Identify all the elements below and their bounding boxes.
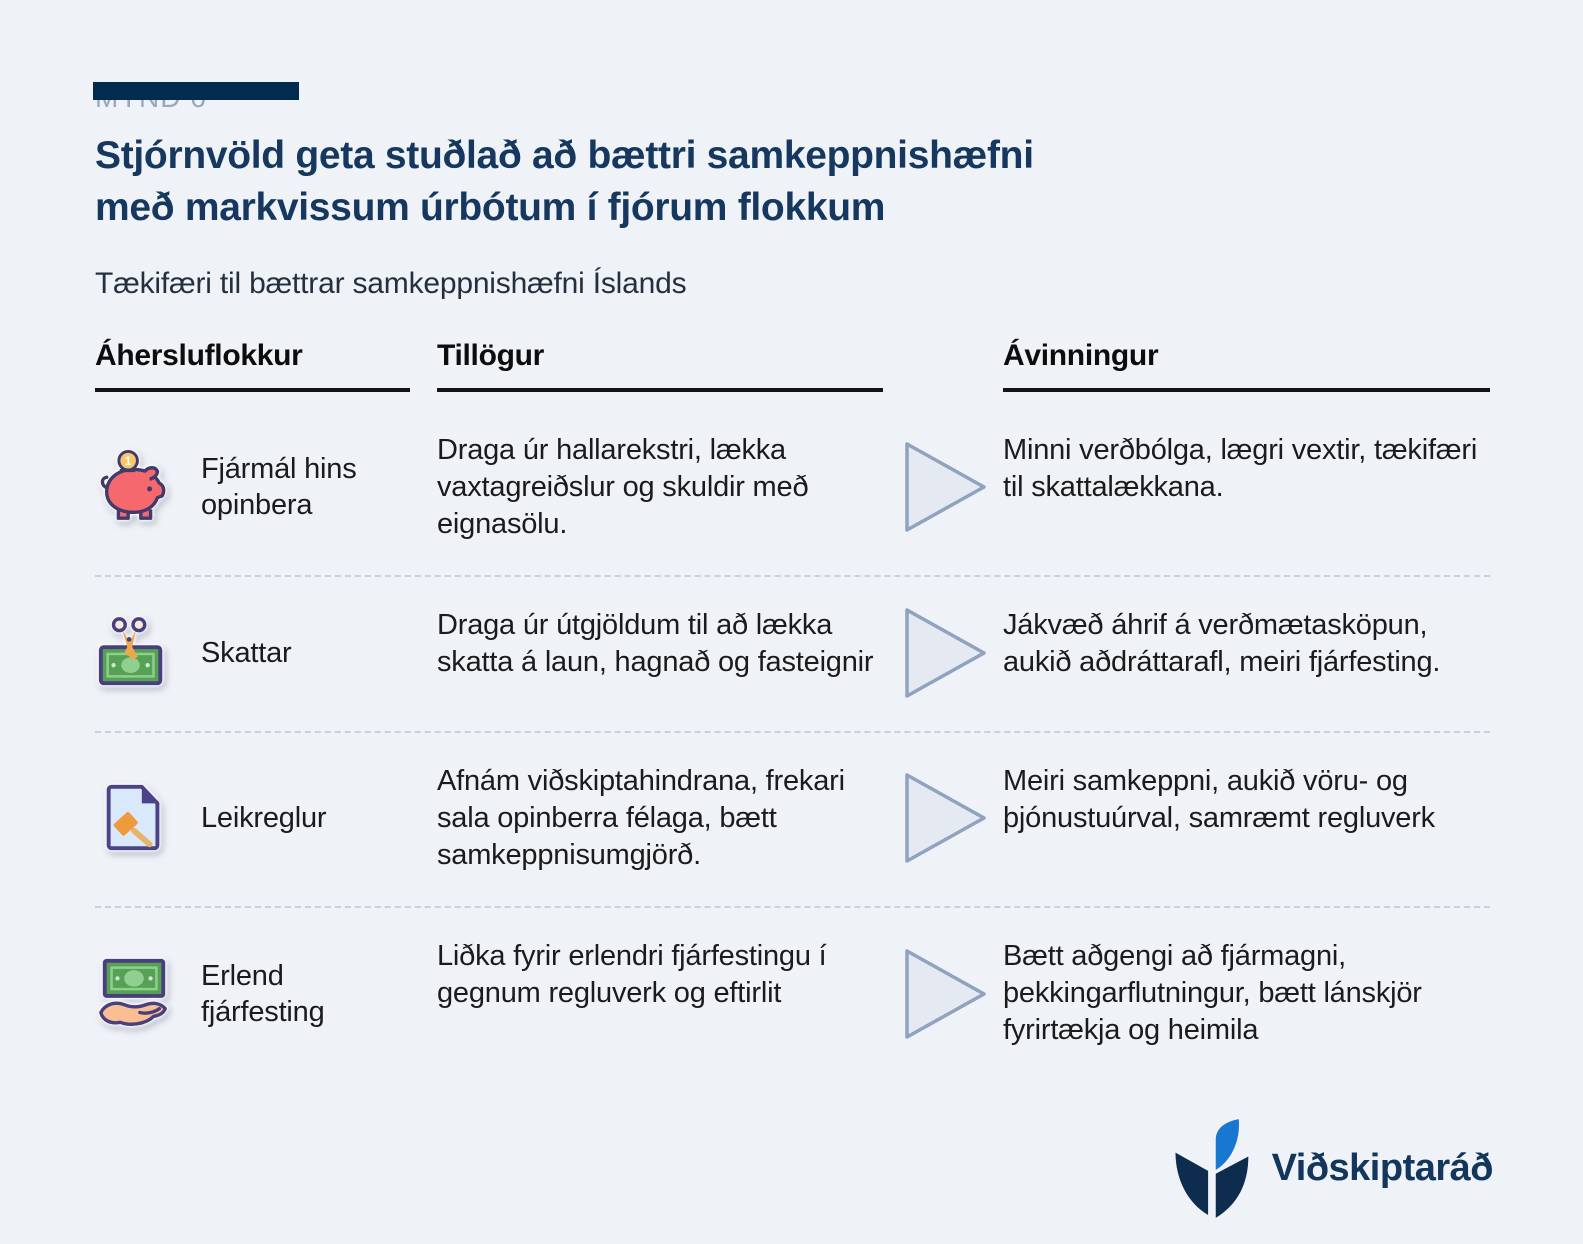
table-row	[95, 733, 1490, 908]
proposal-cell: Afnám viðskiptahindrana, frekari sala opinberra félaga, bætt samkeppnisumgjörð.	[437, 764, 845, 872]
main-content	[0, 82, 1583, 1081]
column-header-proposals: Tillögur	[437, 339, 883, 392]
proposal-cell: Liðka fyrir erlendri fjárfestingu í gegnum regluverk og eftirlit	[437, 940, 827, 1010]
benefit-cell: Bætt aðgengi að fjármagni, þekkingarflutningur, bætt lánskjör fyrirtækja og heimila	[1003, 940, 1422, 1047]
figure-label	[95, 82, 1490, 114]
category-cell	[95, 614, 410, 692]
proposal-cell: Draga úr hallarekstri, lækka vaxtagreiðslur og skuldir með eignasölu.	[437, 433, 809, 540]
category-cell	[95, 779, 410, 857]
top-accent-bar	[93, 82, 299, 100]
column-header-category: Áhersluflokkur	[95, 339, 410, 392]
document-gavel-icon	[95, 779, 173, 857]
brand-name: Viðskiptaráð	[1271, 1146, 1493, 1189]
piggy-bank-icon	[95, 448, 173, 526]
arrow-icon	[883, 948, 1003, 1040]
money-hand-icon	[95, 955, 173, 1033]
category-label: Leikreglur	[201, 802, 327, 835]
arrow-icon	[883, 607, 1003, 699]
scissors-money-icon	[95, 614, 173, 692]
category-label: Fjármál hins opinbera	[201, 452, 357, 522]
table-header-row	[95, 339, 1490, 392]
table-row	[95, 577, 1490, 733]
arrow-icon	[883, 441, 1003, 533]
page-title-line1: Stjórnvöld geta stuðlað að bættri samkeppnishæfni	[95, 134, 1034, 177]
category-label: Skattar	[201, 636, 292, 669]
brand-footer	[1164, 1117, 1493, 1219]
arrow-icon	[883, 772, 1003, 864]
benefit-cell: Jákvæð áhrif á verðmætasköpun, aukið aðdráttarafl, meiri fjárfesting.	[1003, 608, 1441, 678]
benefit-cell: Minni verðbólga, lægri vextir, tækifæri til skattalækkana.	[1003, 433, 1478, 503]
table-row	[95, 908, 1490, 1081]
page-title	[95, 130, 1490, 235]
category-label: Erlend fjárfesting	[201, 959, 325, 1028]
category-cell	[95, 955, 410, 1033]
page-subtitle: Tækifæri til bættrar samkeppnishæfni Íslands	[95, 266, 687, 300]
category-cell	[95, 448, 410, 526]
proposal-cell: Draga úr útgjöldum til að lækka skatta á laun, hagnað og fasteignir	[437, 608, 874, 678]
benefit-cell: Meiri samkeppni, aukið vöru- og þjónustuúrval, samræmt regluverk	[1003, 764, 1435, 834]
figure-canvas	[0, 82, 1583, 1189]
svg-text:1: 1	[124, 455, 132, 469]
page-title-line2: með markvissum úrbótum í fjórum flokkum	[95, 186, 886, 230]
table-row	[95, 392, 1490, 577]
vidskiptarad-logo-icon	[1164, 1117, 1256, 1219]
column-header-benefits: Ávinningur	[1003, 339, 1490, 392]
